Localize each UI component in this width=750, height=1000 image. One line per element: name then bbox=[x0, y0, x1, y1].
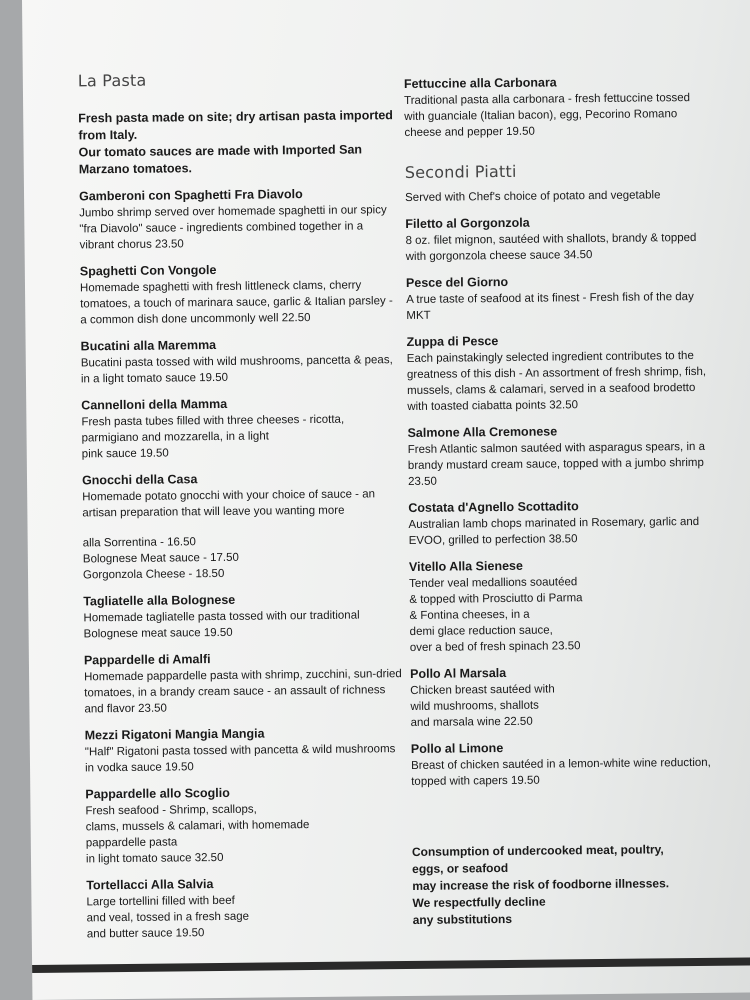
item-description: "Half" Rigatoni pasta tossed with pancetta & wild mushrooms in vodka sauce 19.50 bbox=[84, 743, 396, 775]
item-description: Homemade potato gnocchi with your choice of sauce - an artisan preparation that will leave you wanting more bbox=[82, 488, 376, 520]
item-name: Costata d'Agnello Scottadito bbox=[408, 499, 579, 515]
item-description: 8 oz. filet mignon, sautéed with shallots, brandy & topped with gorgonzola cheese sauce 34.50 bbox=[405, 231, 697, 263]
item-name: Mezzi Rigatoni Mangia Mangia bbox=[84, 726, 265, 743]
served-with-note: Served with Chef's choice of potato and vegetable bbox=[405, 189, 661, 204]
item-description: Fresh Atlantic salmon sautéed with asparagus spears, in a brandy mustard cream sauce, topped with a jumbo shrimp 23.50 bbox=[407, 440, 706, 488]
item-name: Salmone Alla Cremonese bbox=[407, 424, 558, 440]
item-name: Pollo Al Marsala bbox=[410, 665, 507, 681]
item-description: Fresh seafood - Shrimp, scallops, clams, mussels & calamari, with homemade pappardelle pasta in light tomato sauce 32.50 bbox=[85, 803, 310, 866]
item-description: Chicken breast sautéed with wild mushrooms, shallots and marsala wine 22.50 bbox=[410, 683, 555, 729]
menu-item bbox=[82, 469, 401, 583]
sauce-option: Gorgonzola Cheese - 18.50 bbox=[82, 567, 225, 582]
pasta-list bbox=[79, 185, 405, 942]
menu-item bbox=[411, 738, 711, 790]
item-name: Vitello Alla Sienese bbox=[408, 558, 523, 574]
food-safety-notice: Consumption of undercooked meat, poultry, eggs, or seafood may increase the risk of foodborne illnesses. We respectfully decline any substitutions bbox=[411, 842, 670, 927]
sauce-option: alla Sorrentina - 16.50 bbox=[82, 536, 196, 550]
section-title-pasta: La Pasta bbox=[77, 70, 147, 91]
item-name: Zuppa di Pesce bbox=[406, 334, 499, 349]
item-name: Gnocchi della Casa bbox=[81, 472, 198, 488]
menu-page bbox=[22, 0, 750, 1000]
item-name: Gamberoni con Spaghetti Fra Diavolo bbox=[78, 187, 303, 204]
item-description: Tender veal medallions soautéed & topped with Prosciutto di Parma & Fontina cheeses, in a demi glace reduction sauce, over a bed of fresh spinach 23.50 bbox=[409, 576, 583, 654]
secondi-column bbox=[404, 73, 713, 929]
item-description: Traditional pasta alla carbonara - fresh fettuccine tossed with guanciale (Italian bacon), egg, Pecorino Romano cheese and pepper 19.50 bbox=[404, 92, 691, 140]
menu-item bbox=[410, 663, 711, 731]
item-name: Pollo al Limone bbox=[410, 741, 504, 756]
menu-item bbox=[84, 649, 403, 717]
item-name: Spaghetti Con Vongole bbox=[79, 262, 217, 279]
item-name: Fettuccine alla Carbonara bbox=[403, 75, 557, 92]
item-name: Pesce del Giorno bbox=[405, 274, 509, 290]
menu-item bbox=[81, 335, 399, 387]
menu-item bbox=[405, 213, 705, 265]
pasta-column bbox=[78, 68, 405, 942]
menu-item bbox=[409, 556, 710, 656]
item-description: A true taste of seafood at its finest - Fresh fish of the day MKT bbox=[406, 290, 694, 322]
menu-item bbox=[408, 497, 708, 549]
section-title-secondi: Secondi Piatti bbox=[404, 161, 517, 183]
menu-item-carbonara bbox=[404, 73, 705, 141]
pasta-intro: Fresh pasta made on site; dry artisan pasta imported from Italy. Our tomato sauces are made with Imported San Marzano tomatoes. bbox=[78, 108, 393, 177]
item-name: Tortellacci Alla Salvia bbox=[86, 877, 214, 893]
item-description: Bucatini pasta tossed with wild mushrooms, pancetta & peas, in a light tomato sauce 19.50 bbox=[80, 354, 393, 386]
item-description: Large tortellini filled with beef and veal, tossed in a fresh sage and butter sauce 19.50 bbox=[86, 894, 250, 941]
item-description: Breast of chicken sautéed in a lemon-white wine reduction, topped with capers 19.50 bbox=[410, 756, 711, 788]
secondi-list bbox=[405, 213, 711, 790]
item-name: Tagliatelle alla Bolognese bbox=[83, 592, 236, 609]
item-description: Australian lamb chops marinated in Rosemary, garlic and EVOO, grilled to perfection 38.50 bbox=[408, 515, 700, 547]
sauce-option: Bolognese Meat sauce - 17.50 bbox=[82, 551, 239, 566]
item-name: Cannelloni della Mamma bbox=[81, 396, 228, 413]
menu-item bbox=[406, 272, 706, 324]
item-description: Fresh pasta tubes filled with three cheeses - ricotta, parmigiano and mozzarella, in a light pink sauce 19.50 bbox=[81, 413, 345, 461]
menu-item bbox=[80, 260, 399, 328]
item-description: Each painstakingly selected ingredient contributes to the greatness of this dish - An assortment of fresh shrimp, fish, mussels, clams & calamari, served in a seafood brodetto with toasted ciabatta points 32.50 bbox=[406, 349, 707, 413]
item-description: Jumbo shrimp served over homemade spaghetti in our spicy "fra Diavolo" sauce - ingredients combined together in a vibrant chorus 23.50 bbox=[79, 204, 387, 252]
item-name: Pappardelle allo Scoglio bbox=[85, 785, 230, 802]
item-description: Homemade pappardelle pasta with shrimp, zucchini, sun-dried tomatoes, in a brandy cream sauce - an assault of richness and flavor 23.50 bbox=[84, 668, 402, 716]
menu-item bbox=[81, 394, 400, 462]
item-description: Homemade spaghetti with fresh littleneck clams, cherry tomatoes, a touch of marinara sauce, garlic & Italian parsley - a common dish done uncommonly well 22.50 bbox=[79, 279, 393, 327]
menu-item bbox=[86, 874, 405, 942]
menu-item bbox=[85, 783, 404, 867]
menu-item bbox=[85, 724, 403, 776]
menu-item bbox=[79, 185, 398, 253]
sauce-options bbox=[83, 532, 401, 583]
menu-item bbox=[83, 590, 401, 642]
menu-item bbox=[407, 422, 708, 490]
item-description: Homemade tagliatelle pasta tossed with our traditional Bolognese meat sauce 19.50 bbox=[83, 609, 360, 641]
bottom-rule bbox=[32, 957, 750, 973]
item-name: Pappardelle di Amalfi bbox=[83, 652, 211, 668]
menu-item bbox=[407, 331, 708, 415]
item-name: Filetto al Gorgonzola bbox=[405, 215, 530, 231]
item-name: Bucatini alla Maremma bbox=[80, 337, 217, 354]
